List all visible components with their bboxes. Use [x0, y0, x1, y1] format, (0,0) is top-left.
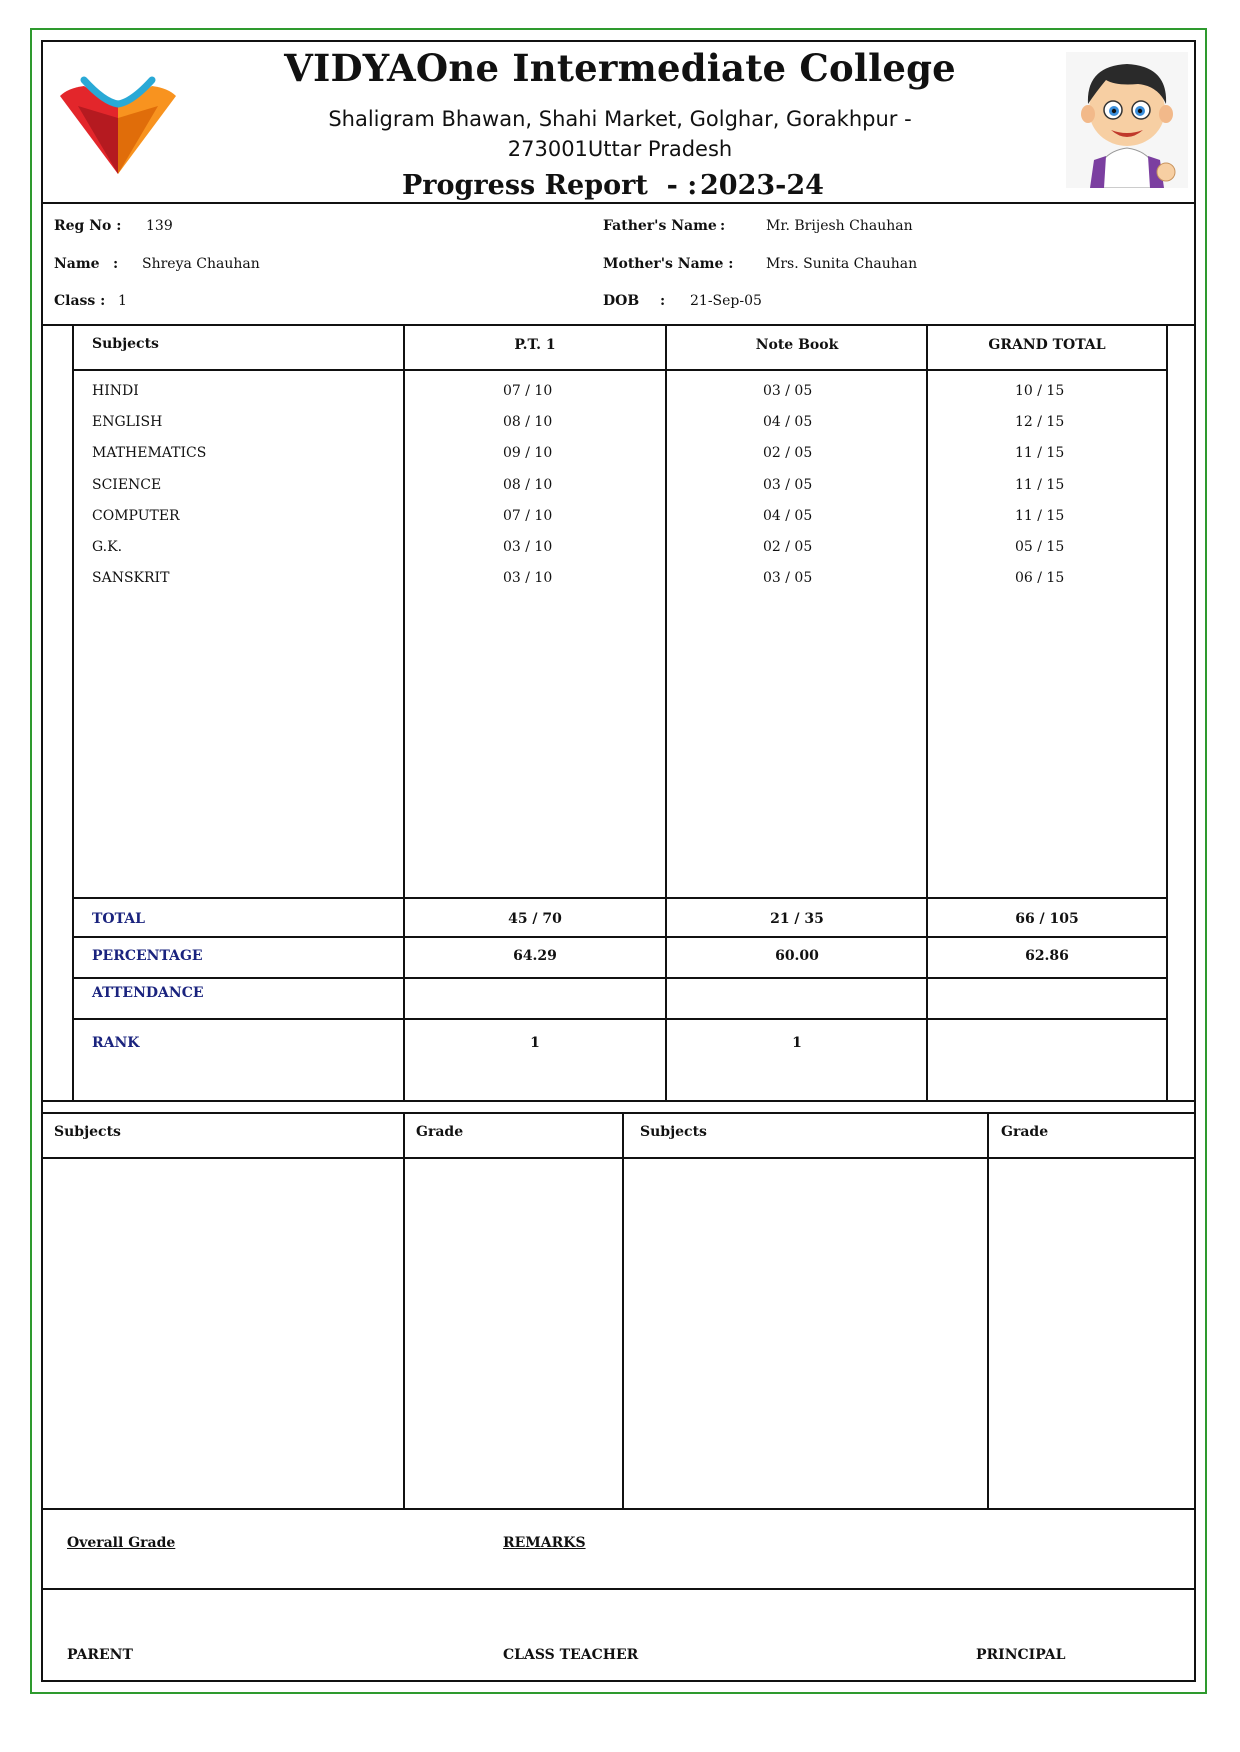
marks-table-bottom-border [41, 1100, 1196, 1102]
marks-row-notebook: 04 / 05 [763, 508, 813, 524]
overall-grade-label: Overall Grade [67, 1535, 176, 1551]
dob-label: DOB [603, 293, 640, 309]
marks-header-subjects: Subjects [92, 336, 159, 352]
name-label: Name [54, 256, 100, 272]
marks-row-subject: MATHEMATICS [92, 445, 207, 461]
marks-row-subject: ENGLISH [92, 414, 163, 430]
grades-header-border [41, 1157, 1196, 1159]
school-logo-icon [54, 76, 182, 184]
total-grand: 66 / 105 [1015, 911, 1079, 927]
name-colon: : [113, 256, 119, 272]
parent-signature-label: PARENT [67, 1647, 133, 1663]
reg-no-label: Reg No : [54, 218, 122, 234]
student-photo-icon [1066, 52, 1188, 188]
grades-header-grade-right: Grade [1001, 1124, 1049, 1140]
class-teacher-signature-label: CLASS TEACHER [503, 1647, 639, 1663]
school-address: Shaligram Bhawan, Shahi Market, Golghar, Gorakhpur - 273001Uttar Pradesh [328, 107, 912, 161]
marks-row-pt1: 09 / 10 [503, 445, 553, 461]
inner-black-border [41, 40, 1196, 1682]
percentage-pt1: 64.29 [513, 948, 557, 964]
marks-percentage-border [72, 977, 1166, 979]
marks-row-pt1: 07 / 10 [503, 508, 553, 524]
class-value: 1 [118, 293, 127, 309]
marks-table-top-border [41, 324, 1196, 326]
percentage-grand: 62.86 [1025, 948, 1069, 964]
marks-row-total: 11 / 15 [1015, 477, 1065, 493]
marks-row-notebook: 03 / 05 [763, 477, 813, 493]
father-name-label: Father's Name [603, 218, 717, 234]
marks-row-subject: COMPUTER [92, 508, 180, 524]
marks-col-line-1 [403, 324, 405, 1100]
father-name-value: Mr. Brijesh Chauhan [766, 218, 913, 234]
grades-col-line-1 [403, 1112, 405, 1508]
marks-row-pt1: 03 / 10 [503, 570, 553, 586]
grades-table-top-border [41, 1112, 1196, 1114]
marks-row-pt1: 08 / 10 [503, 477, 553, 493]
grades-header-subjects-right: Subjects [640, 1124, 707, 1140]
reg-no-value: 139 [146, 218, 173, 234]
rank-pt1: 1 [530, 1035, 540, 1051]
marks-header-border [72, 369, 1166, 371]
grades-header-grade-left: Grade [416, 1124, 464, 1140]
dob-colon: : [660, 293, 666, 309]
grades-header-subjects-left: Subjects [54, 1124, 121, 1140]
marks-col-line-2 [665, 324, 667, 1100]
percentage-notebook: 60.00 [775, 948, 819, 964]
marks-header-pt1: P.T. 1 [514, 337, 556, 353]
remarks-label: REMARKS [503, 1535, 586, 1551]
marks-row-total: 06 / 15 [1015, 570, 1065, 586]
rank-notebook: 1 [792, 1035, 802, 1051]
marks-row-pt1: 07 / 10 [503, 383, 553, 399]
mother-name-label: Mother's Name : [603, 256, 734, 272]
marks-row-subject: SCIENCE [92, 477, 162, 493]
mother-name-value: Mrs. Sunita Chauhan [766, 256, 918, 272]
marks-row-total: 10 / 15 [1015, 383, 1065, 399]
father-name-colon: : [720, 218, 726, 234]
grades-table-bottom-border [41, 1508, 1196, 1510]
marks-total-border [72, 936, 1166, 938]
class-label: Class : [54, 293, 106, 309]
marks-col-line-4 [1166, 324, 1168, 1100]
marks-row-subject: HINDI [92, 383, 139, 399]
report-session: 2023-24 [700, 170, 824, 201]
marks-row-total: 11 / 15 [1015, 508, 1065, 524]
report-title: Progress Report - : [402, 170, 698, 201]
marks-row-total: 11 / 15 [1015, 445, 1065, 461]
total-pt1: 45 / 70 [508, 911, 562, 927]
name-value: Shreya Chauhan [142, 256, 260, 272]
marks-row-total: 12 / 15 [1015, 414, 1065, 430]
rank-label: RANK [92, 1035, 140, 1051]
marks-row-notebook: 03 / 05 [763, 383, 813, 399]
percentage-label: PERCENTAGE [92, 948, 203, 964]
grades-col-line-3 [987, 1112, 989, 1508]
marks-row-total: 05 / 15 [1015, 539, 1065, 555]
marks-body-border [72, 897, 1166, 899]
total-notebook: 21 / 35 [770, 911, 824, 927]
school-name: VIDYAOne Intermediate College [284, 46, 956, 90]
marks-row-pt1: 03 / 10 [503, 539, 553, 555]
total-label: TOTAL [92, 911, 145, 927]
marks-row-pt1: 08 / 10 [503, 414, 553, 430]
marks-row-notebook: 03 / 05 [763, 570, 813, 586]
marks-header-notebook: Note Book [755, 337, 839, 353]
header-divider [41, 202, 1196, 204]
marks-attendance-border [72, 1018, 1166, 1020]
marks-row-subject: SANSKRIT [92, 570, 170, 586]
marks-header-grand-total: GRAND TOTAL [988, 337, 1106, 353]
marks-row-notebook: 04 / 05 [763, 414, 813, 430]
marks-row-notebook: 02 / 05 [763, 539, 813, 555]
dob-value: 21-Sep-05 [690, 293, 762, 309]
marks-col-line-0 [72, 324, 74, 1100]
marks-row-subject: G.K. [92, 539, 123, 555]
marks-row-notebook: 02 / 05 [763, 445, 813, 461]
principal-signature-label: PRINCIPAL [976, 1647, 1066, 1663]
marks-col-line-3 [926, 324, 928, 1100]
attendance-label: ATTENDANCE [92, 985, 204, 1001]
footer-divider [41, 1588, 1196, 1590]
grades-col-line-2 [622, 1112, 624, 1508]
